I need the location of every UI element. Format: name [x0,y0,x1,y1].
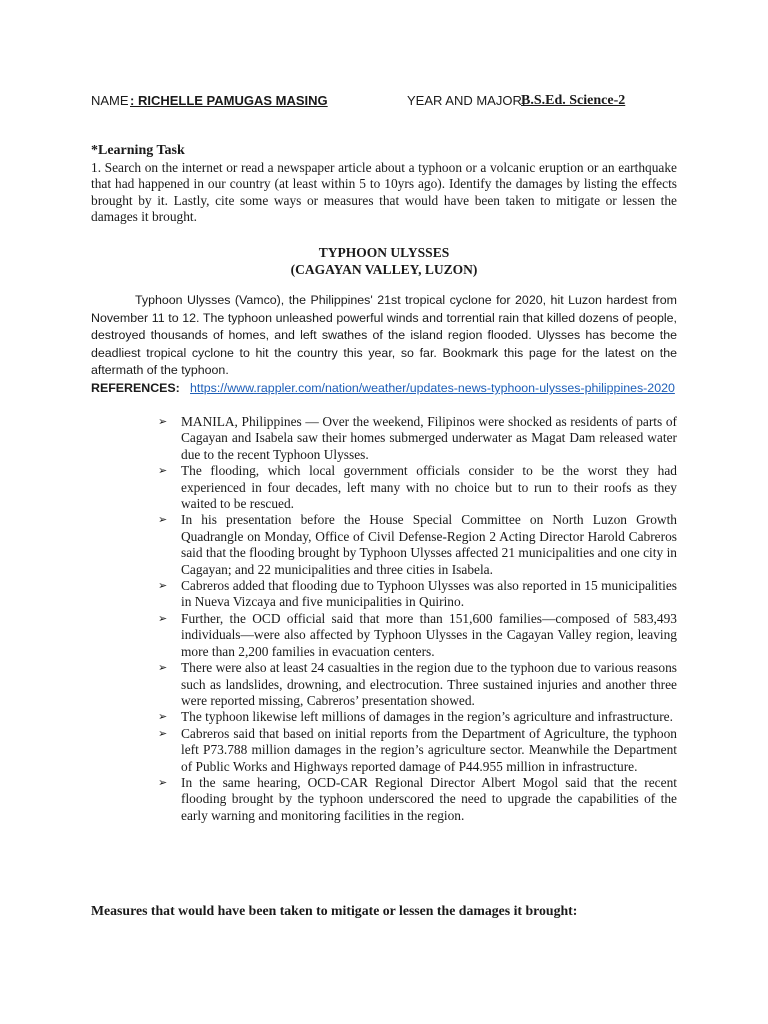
list-item-text: The flooding, which local government officials consider to be the worst they had experienced in four decades, left many with no choice but to run to their roofs as they waited to be rescued. [181,463,677,512]
list-item-text: There were also at least 24 casualties in the region due to the typhoon due to various reasons such as landslides, drowning, and electrocution. Three sustained injuries and another three were reported missing, Cabreros’ presentation showed. [181,660,677,708]
list-item [158,726,677,775]
list-item [158,463,677,512]
student-header [91,93,691,111]
list-item [158,709,677,725]
list-item-text: The typhoon likewise left millions of damages in the region’s agriculture and infrastructure. [181,709,673,725]
list-item-text: In the same hearing, OCD-CAR Regional Director Albert Mogol said that the recent flooding brought by the typhoon underscored the need to upgrade the capabilities of the early warning and monitoring facilities in the region. [181,774,677,823]
learning-task-title: *Learning Task [91,143,185,158]
list-item [158,775,677,824]
article-titles [91,244,677,278]
references [91,380,677,398]
list-item-text: Further, the OCD official said that more than 151,600 families—composed of 583,493 individuals—were also affected by Typhoon Ulysses in the Cagayan Valley region, leaving more than 2,200 families in evacuation centers. [181,610,677,659]
list-item-text: Cabreros added that flooding due to Typhoon Ulysses was also reported in 15 municipalities in Nueva Vizcaya and five municipalities in Quirino. [181,578,677,610]
student-name: : RICHELLE PAMUGAS MASING [130,93,328,108]
arrow-bullet-icon: ➢ [158,775,168,789]
arrow-bullet-icon: ➢ [158,661,168,675]
arrow-bullet-icon: ➢ [158,464,168,478]
learning-task-text: 1. Search on the internet or read a newspaper article about a typhoon or a volcanic eruption or an earthquake that had happened in our country (at least within 5 to 10yrs ago). Identify the damages by listing the effects brought by it. Lastly, cite some ways or measures that would have been taken to mitigate or lessen the damages it brought. [91,159,677,224]
list-item [158,414,677,463]
article-subtitle: (CAGAYAN VALLEY, LUZON) [290,262,478,277]
arrow-bullet-icon: ➢ [158,415,168,428]
list-item [158,512,677,578]
list-item-text: In his presentation before the House Special Committee on North Luzon Growth Quadrangle on Monday, Office of Civil Defense-Region 2 Acting Director Harold Cabreros said that the flooding brought by Typhoon Ulysses affected 21 municipalities and one city in Cagayan; and 22 municipalities and three cities in Isabela. [181,512,677,577]
arrow-bullet-icon: ➢ [158,726,168,740]
arrow-bullet-icon: ➢ [158,611,168,625]
arrow-bullet-icon: ➢ [158,579,168,593]
year-major-value: B.S.Ed. Science-2 [521,93,626,108]
references-label: REFERENCES: [91,381,180,395]
article-intro: Typhoon Ulysses (Vamco), the Philippines' 21st tropical cyclone for 2020, hit Luzon hardest from November 11 to 12. The typhoon unleashed powerful winds and torrential rain that killed dozens of people, destroyed thousands of homes, and left swathes of the island region flooded. Ulysses has become the deadliest tropical cyclone to hit the country this year, so far. Bookmark this page for the latest on the aftermath of the typhoon. [91,293,677,377]
year-major-label: YEAR AND MAJOR: [407,93,526,108]
list-item-text: MANILA, Philippines — Over the weekend, Filipinos were shocked as residents of parts of Cagayan and Isabela saw their homes submerged underwater as Magat Dam released water due to the recent Typhoon Ulysses. [181,414,677,462]
list-item [158,611,677,660]
list-item [158,660,677,709]
measures-heading: Measures that would have been taken to mitigate or lessen the damages it brought: [91,903,578,918]
list-item [158,578,677,611]
name-label: NAME [91,93,129,108]
article-title: TYPHOON ULYSSES [318,245,450,260]
list-item-text: Cabreros said that based on initial reports from the Department of Agriculture, the typhoon left P73.788 million damages in the region’s agriculture sector. Meanwhile the Department of Public Works and Highways reported damage of P44.955 million in infrastructure. [181,725,677,774]
learning-task [91,143,677,226]
arrow-bullet-icon: ➢ [158,513,168,527]
references-link[interactable]: https://www.rappler.com/nation/weather/updates-news-typhoon-ulysses-philippines-2020 [190,381,675,395]
bullet-list [158,414,677,824]
arrow-bullet-icon: ➢ [158,710,168,724]
